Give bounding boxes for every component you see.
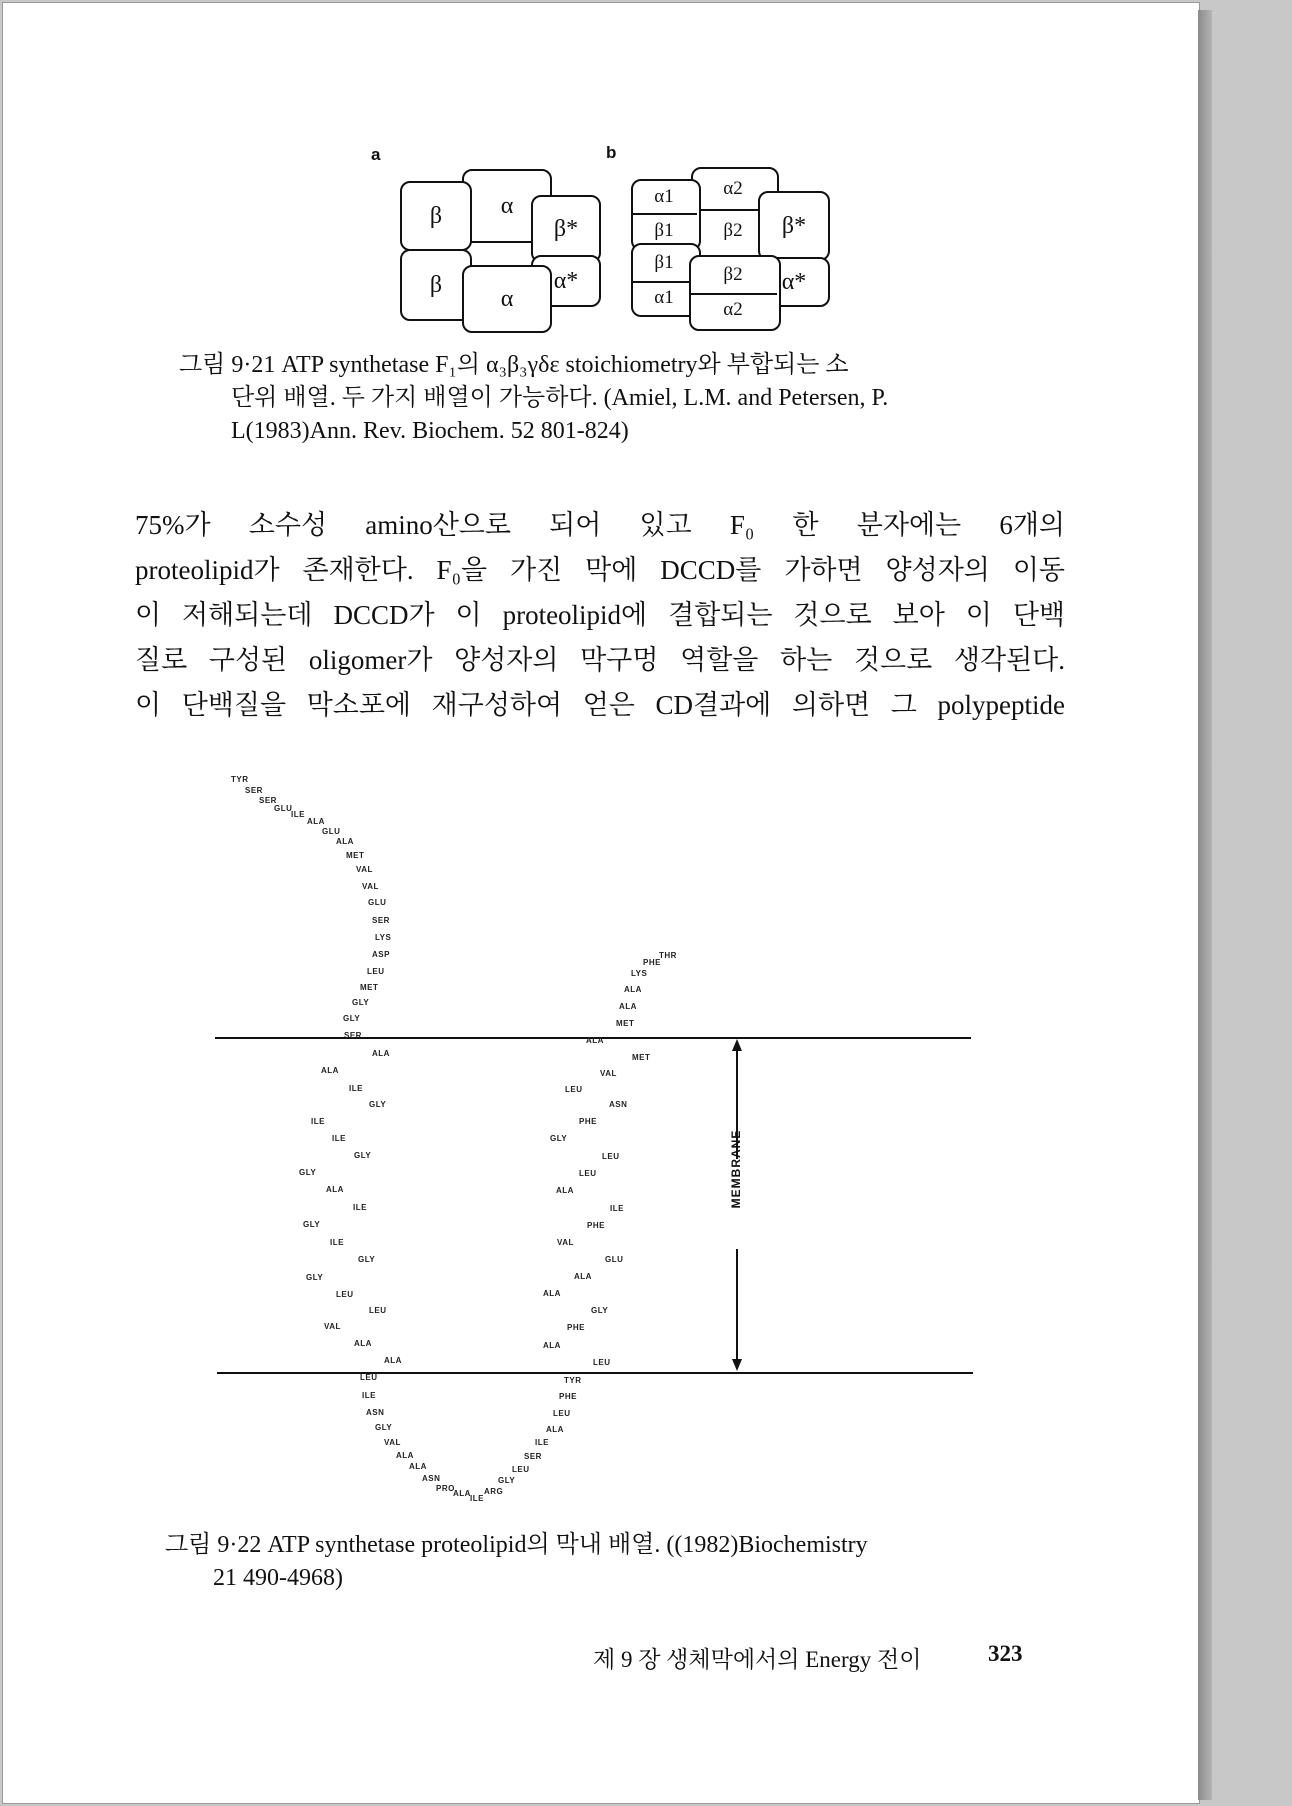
body-line: 질로 구성된 oligomer가 양성자의 막구멍 역할을 하는 것으로 생각된다. [135, 645, 1065, 675]
residue-label: VAL [324, 1322, 341, 1331]
subunit-box: α* [531, 255, 601, 307]
residue-label: ALA [453, 1489, 471, 1498]
subunit-cell: β2 [723, 264, 743, 285]
subunit-box: β* [531, 195, 601, 263]
residue-label: TYR [564, 1376, 582, 1385]
residue-label: GLY [303, 1220, 321, 1229]
residue-label: PHE [643, 958, 661, 967]
residue-label: VAL [362, 882, 379, 891]
residue-label: ASN [609, 1100, 628, 1109]
figure-9-22-caption [165, 1529, 1045, 1595]
residue-label: SER [344, 1031, 362, 1040]
caption-line: 그림 9·22 ATP synthetase proteolipid의 막내 배열. ((1982)Biochemistry [165, 1532, 868, 1558]
residue-label: PRO [436, 1484, 455, 1493]
residue-label: VAL [384, 1438, 401, 1447]
residue-label: GLY [550, 1134, 568, 1143]
residue-label: SER [524, 1452, 542, 1461]
page-number: 323 [988, 1641, 1023, 1666]
residue-label: ALA [574, 1272, 592, 1281]
residue-label: LEU [512, 1465, 530, 1474]
residue-label: GLY [375, 1423, 393, 1432]
residue-label: ALA [336, 837, 354, 846]
residue-label: MET [616, 1019, 635, 1028]
subunit-cell: α2 [723, 178, 743, 199]
residue-label: ALA [384, 1356, 402, 1365]
caption-line: 단위 배열. 두 가지 배열이 가능하다. (Amiel, L.M. and Petersen, P. [231, 385, 889, 411]
subunit-cell: α1 [654, 186, 674, 207]
residue-label: VAL [557, 1238, 574, 1247]
residue-label: LEU [579, 1169, 597, 1178]
subunit-cell: β1 [654, 220, 674, 241]
residue-label: MET [632, 1053, 651, 1062]
residue-label: ALA [396, 1451, 414, 1460]
residue-label: GLU [605, 1255, 624, 1264]
subunit-box: α [462, 169, 552, 243]
residue-label: LEU [360, 1373, 378, 1382]
residue-label: ALA [543, 1341, 561, 1350]
residue-label: VAL [356, 865, 373, 874]
page [2, 2, 1200, 1804]
residue-label: GLY [498, 1476, 516, 1485]
subunit-box: β [400, 181, 472, 251]
caption-line: L(1983)Ann. Rev. Biochem. 52 801-824) [231, 418, 629, 444]
membrane-label: MEMBRANE [729, 1129, 743, 1209]
residue-label: ILE [535, 1438, 549, 1447]
residue-label: THR [659, 951, 677, 960]
residue-label: ILE [362, 1391, 376, 1400]
residue-label: ILE [311, 1117, 325, 1126]
body-line: 75%가 소수성 amino산으로 되어 있고 F₀ 한 분자에는 6개의 [135, 510, 1065, 540]
residue-label: LEU [369, 1306, 387, 1315]
residue-label: SER [259, 796, 277, 805]
residue-label: PHE [559, 1392, 577, 1401]
body-line: proteolipid가 존재한다. F₀을 가진 막에 DCCD를 가하면 양성자의 이동 [135, 555, 1065, 585]
residue-label: ALA [307, 817, 325, 826]
residue-label: ALA [543, 1289, 561, 1298]
residue-label: ASP [372, 950, 390, 959]
running-footer: 제 9 장 생체막에서의 Energy 전이 [593, 1647, 922, 1672]
subunit-box: β* [758, 191, 830, 261]
residue-label: LEU [593, 1358, 611, 1367]
residue-label: ALA [624, 985, 642, 994]
subunit-cell: α2 [723, 299, 743, 320]
residue-label: ILE [291, 810, 305, 819]
residue-label: ALA [321, 1066, 339, 1075]
panel-a-label: a [371, 145, 381, 164]
residue-label: GLU [274, 804, 293, 813]
residue-label: ALA [546, 1425, 564, 1434]
residue-label: ALA [354, 1339, 372, 1348]
caption-line: 그림 9·21 ATP synthetase F₁의 α₃β₃γδε stoichiometry와 부합되는 소 [179, 352, 849, 378]
residue-label: GLY [352, 998, 370, 1007]
panel-b-label: b [606, 143, 617, 162]
residue-label: GLY [354, 1151, 372, 1160]
residue-label: ILE [470, 1494, 484, 1503]
body-paragraph [135, 503, 1065, 728]
residue-label: LEU [553, 1409, 571, 1418]
residue-label: GLY [369, 1100, 387, 1109]
residue-label: LEU [565, 1085, 583, 1094]
residue-label: LYS [631, 969, 648, 978]
residue-label: MET [360, 983, 379, 992]
residue-label: VAL [600, 1069, 617, 1078]
residue-label: GLY [306, 1273, 324, 1282]
residue-label: ALA [372, 1049, 390, 1058]
residue-label: GLU [322, 827, 341, 836]
subunit-cell: β2 [723, 220, 743, 241]
page-edge [1198, 10, 1212, 1800]
residue-label: LYS [375, 933, 392, 942]
residue-label: ILE [353, 1203, 367, 1212]
membrane-bottom-line [217, 1372, 973, 1374]
subunit-cell: α1 [654, 287, 674, 308]
caption-line: 21 490-4968) [213, 1565, 343, 1591]
residue-label: ILE [330, 1238, 344, 1247]
residue-label: MET [346, 851, 365, 860]
body-line: 이 단백질을 막소포에 재구성하여 얻은 CD결과에 의하면 그 polypeptide [135, 690, 1065, 720]
residue-label: PHE [579, 1117, 597, 1126]
residue-label: ASN [366, 1408, 385, 1417]
residue-label: GLY [299, 1168, 317, 1177]
figure-9-21-caption [179, 349, 1039, 448]
residue-label: ALA [619, 1002, 637, 1011]
body-line: 이 저해되는데 DCCD가 이 proteolipid에 결합되는 것으로 보아 이 단백 [135, 600, 1065, 630]
residue-label: SER [372, 916, 390, 925]
residue-label: PHE [567, 1323, 585, 1332]
residue-label: ILE [332, 1134, 346, 1143]
residue-label: GLY [591, 1306, 609, 1315]
residue-label: PHE [587, 1221, 605, 1230]
subunit-box: α* [758, 257, 830, 307]
residue-label: GLY [343, 1014, 361, 1023]
subunit-box: β [400, 249, 472, 321]
residue-label: ILE [610, 1204, 624, 1213]
residue-label: ALA [586, 1036, 604, 1045]
residue-label: GLU [368, 898, 387, 907]
residue-label: LEU [602, 1152, 620, 1161]
residue-label: ALA [326, 1185, 344, 1194]
residue-label: GLY [358, 1255, 376, 1264]
residue-label: LEU [336, 1290, 354, 1299]
subunit-box: α [462, 265, 552, 333]
residue-label: ASN [422, 1474, 441, 1483]
residue-label: ALA [409, 1462, 427, 1471]
residue-label: ARG [484, 1487, 504, 1496]
residue-label: TYR [231, 775, 249, 784]
residue-label: LEU [367, 967, 385, 976]
residue-label: SER [245, 786, 263, 795]
residue-label: ILE [349, 1084, 363, 1093]
residue-label: ALA [556, 1186, 574, 1195]
subunit-cell: β1 [654, 252, 674, 273]
